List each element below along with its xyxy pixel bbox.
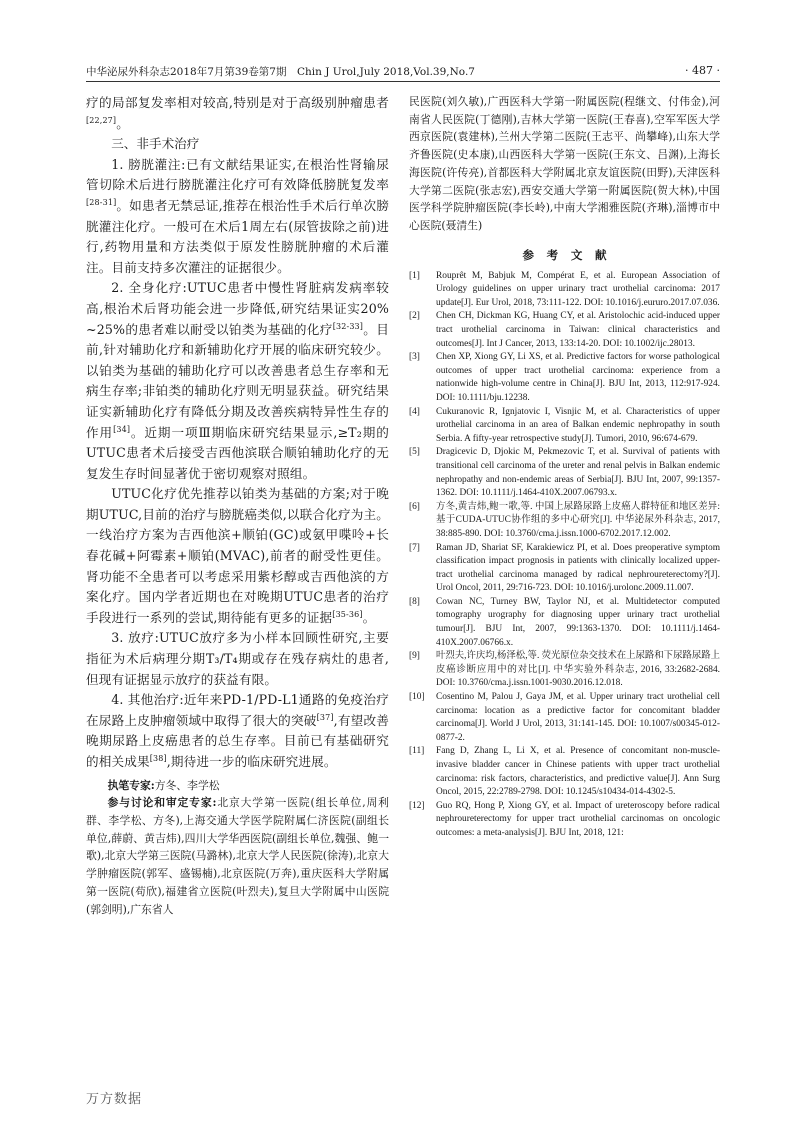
reference-text: Chen CH, Dickman KG, Huang CY, et al. Aristolochic acid-induced upper tract urothelial carcinoma in Taiwan: clinical characteristics and outcomes[J]. Int J Cancer, 2013, 133:14-20. DOI: 10.1002/ijc.28013. xyxy=(436,311,720,349)
paragraph: 4. 其他治疗:近年来PD-1/PD-L1通路的免疫治疗在尿路上皮肿瘤领域中取得了很大的突破[37],有望改善晚期尿路上皮癌患者的总生存率。目前已有基础研究的相关成果[38],期待进一步的临床研究进展。 xyxy=(86,692,389,769)
citation[interactable]: [34] xyxy=(113,424,131,434)
reference-text: Chen XP, Xiong GY, Li XS, et al. Predictive factors for worse pathological outcomes of upper tract urothelial carcinoma: experience from a nationwide high-volume centre in China[J]. BJU Int, 2013, 112:917-924. DOI: 10.1111/bju.12238. xyxy=(436,352,720,403)
reference-number: [5] xyxy=(409,447,420,458)
paragraph: 2. 全身化疗:UTUC患者中慢性肾脏病发病率较高,根治术后肾功能会进一步降低,研究结果证实20% ~25%的患者难以耐受以铂类为基础的化疗[32-33]。目前,针对辅助化疗和新辅助化疗开展的临床研究较少。以铂类为基础的辅助化疗可以改善患者总生存率和无病生存率;非铂类的辅助化疗则无明显获益。研究结果证实新辅助化疗有降低分期及改善疾病特异性生存的作用[34]。近期一项Ⅲ期临床研究结果显示,≥T₂期的UTUC患者术后接受吉西他滨联合顺铂辅助化疗的无复发生存时间显著优于密切观察对照组。 xyxy=(86,280,389,481)
reference-item xyxy=(409,270,720,311)
reference-item xyxy=(409,800,720,841)
citation[interactable]: [28-31] xyxy=(86,197,117,207)
reference-number: [9] xyxy=(409,651,420,662)
reference-item xyxy=(409,745,720,799)
reference-item xyxy=(409,406,720,447)
reference-number: [3] xyxy=(409,352,420,363)
section-heading: 三、非手术治疗 xyxy=(111,136,200,152)
reference-number: [12] xyxy=(409,800,425,811)
paragraph: UTUC化疗优先推荐以铂类为基础的方案;对于晚期UTUC,目前的治疗与膀胱癌类似,以联合化疗为主。一线治疗方案为吉西他滨+顺铂(GC)或氨甲喋呤+长春花碱+阿霉素+顺铂(MVAC),前者的耐受性更佳。肾功能不全患者可以考虑采用紫杉醇或吉西他滨的方案化疗。国内学者近期也在对晚期UTUC患者的治疗手段进行一系列的尝试,期待能有更多的证据[35-36]。 xyxy=(86,486,389,625)
reference-item xyxy=(409,446,720,500)
watermark-footer: 万方数据 xyxy=(86,1092,143,1107)
reference-number: [6] xyxy=(409,501,420,512)
paragraph: 3. 放疗:UTUC放疗多为小样本回顾性研究,主要指征为术后病理分期T₃/T₄期或存在残存病灶的患者,但现有证据显示放疗的获益有限。 xyxy=(86,630,389,687)
reference-item xyxy=(409,650,720,691)
reference-text: Raman JD, Shariat SF, Karakiewicz PI, et al. Does preoperative symptom classification impact prognosis in patients with clinically localized upper-tract urothelial carcinoma managed by radical nephroureterectomy?[J]. Urol Oncol, 2011, 29:716-723. DOI: 10.1016/j.urolonc.2009.11.007. xyxy=(436,542,720,594)
citation[interactable]: [22,27] xyxy=(86,115,117,125)
reference-list xyxy=(409,270,720,841)
page-number: · 487 · xyxy=(685,64,720,77)
reference-number: [1] xyxy=(409,270,420,281)
reference-item xyxy=(409,351,720,405)
reference-item xyxy=(409,501,720,542)
citation[interactable]: [38] xyxy=(149,753,167,763)
reference-text: Guo RQ, Hong P, Xiong GY, et al. Impact of ureteroscopy before radical nephroureterectomy for upper tract urothelial carcinomas on oncologic outcomes: a meta-analysis[J]. BJU Int, 2018, 121: xyxy=(436,800,720,838)
reference-text: Fang D, Zhang L, Li X, et al. Presence of concomitant non-muscle-invasive bladder cancer in Chinese patients with upper tract urothelial carcinoma: risk factors, characteristics, and predictive value[J]. Ann Surg Oncol, 2015, 22:2789-2798. DOI: 10.1245/s10434-014-4302-5. xyxy=(436,746,720,798)
citation[interactable]: [32-33] xyxy=(332,321,364,331)
running-header xyxy=(86,64,720,79)
reference-text: 方冬,黄吉炜,鲍一歌,等. 中国上尿路尿路上皮癌人群特征和地区差异:基于CUDA-UTUC协作组的多中心研究[J]. 中华泌尿外科杂志, 2017, 38:885-890. DOI: 10.3760/cma.j.issn.1000-6702.2017.12.002. xyxy=(436,501,720,539)
reference-number: [7] xyxy=(409,542,420,553)
reference-text: Cosentino M, Palou J, Gaya JM, et al. Upper urinary tract urothelial cell carcinoma: location as a predictive factor for concomitant bladder carcinoma[J]. World J Urol, 2013, 31:141-145. DOI: 10.1007/s00345-012-0877-2. xyxy=(436,692,720,743)
reference-item xyxy=(409,542,720,596)
journal-citation: 中华泌尿外科杂志2018年7月第39卷第7期 Chin J Urol,July 2018,Vol.39,No.7 xyxy=(86,66,475,78)
reference-number: [10] xyxy=(409,692,425,703)
paragraph: 疗的局部复发率相对较高,特别是对于高级别肿瘤患者[22,27]。 xyxy=(86,95,389,131)
references-heading: 参考文献 xyxy=(522,247,620,262)
review-panel-continued: 民医院(刘久敏),广西医科大学第一附属医院(程继文、付伟金),河南省人民医院(丁德刚),吉林大学第一医院(王春喜),空军军医大学西京医院(袁建林),兰州大学第二医院(王志平、尚攀峰),山东大学齐鲁医院(史本康),山西医科大学第一医院(王东文、吕渊),上海长海医院(许传亮),首都医科大学附属北京友谊医院(田野),天津医科大学第二医院(张志宏),西安交通大学第一附属医院(贺大林),中国医学科学院肿瘤医院(李长岭),中南大学湘雅医院(齐琳),淄博市中心医院(聂清生) xyxy=(409,95,720,232)
reference-number: [2] xyxy=(409,311,420,322)
reference-text: 叶烈夫,许庆均,杨泽松,等. 荧光原位杂交技术在上尿路和下尿路尿路上皮癌诊断应用中的对比[J]. 中华实验外科杂志, 2016, 33:2682-2684. DOI: 10.3760/cma.j.issn.1001-9030.2016.12.018. xyxy=(436,651,720,689)
reference-text: Cowan NC, Turney BW, Taylor NJ, et al. Multidetector computed tomography urography for diagnosing upper urinary tract urothelial tumour[J]. BJU Int, 2007, 99:1363-1370. DOI: 10.1111/j.1464-410X.2007.06766.x. xyxy=(436,596,720,648)
reference-text: Rouprêt M, Babjuk M, Compérat E, et al. European Association of Urology guidelines on upper urinary tract urothelial carcinoma: 2017 update[J]. Eur Urol, 2018, 73:111-122. DOI: 10.1016/j.eururo.2017.07.036. xyxy=(436,270,720,308)
reference-text: Dragicevic D, Djokic M, Pekmezovic T, et al. Survival of patients with transitional cell carcinoma of the ureter and renal pelvis in Balkan endemic nephropathy and non-endemic areas of Serbia[J]. BJU Int, 2007, 99:1357-1362. DOI: 10.1111/j.1464-410X.2007.06793.x. xyxy=(436,447,720,499)
citation[interactable]: [35-36] xyxy=(332,609,363,619)
reference-number: [8] xyxy=(409,596,420,607)
reference-item xyxy=(409,310,720,351)
reference-item xyxy=(409,691,720,745)
reference-item xyxy=(409,596,720,650)
paragraph: 1. 膀胱灌注:已有文献结果证实,在根治性肾输尿管切除术后进行膀胱灌注化疗可有效降低膀胱复发率[28-31]。如患者无禁忌证,推荐在根治性手术后行单次膀胱灌注化疗。一般可在术后1周左右(尿管拔除之前)进行,药物用量和方法类似于原发性膀胱肿瘤的术后灌注。目前支持多次灌注的证据很少。 xyxy=(86,156,389,275)
reference-text: Cukuranovic R, Ignjatovic I, Visnjic M, et al. Characteristics of upper urothelial carcinoma in an area of Balkan endemic nephropathy in south Serbia. A fifty-year retrospective study[J]. Tumori, 2010, 96:674-679. xyxy=(436,406,720,444)
reference-number: [4] xyxy=(409,406,420,417)
left-column xyxy=(86,93,389,1093)
review-panel: 参与讨论和审定专家:北京大学第一医院(组长单位,周利群、李学松、方冬),上海交通大学医学院附属仁济医院(副组长单位,薛蔚、黄吉炜),四川大学华西医院(副组长单位,魏强、鲍一歌),北京大学第三医院(马潞林),北京大学人民医院(徐涛),北京大学肿瘤医院(郭军、盛锡楠),北京医院(万奔),重庆医科大学附属第一医院(苟欣),福建省立医院(叶烈夫),复旦大学附属中山医院(郭剑明),广东省人 xyxy=(86,796,389,916)
citation[interactable]: [37] xyxy=(316,712,334,722)
header-rule xyxy=(86,81,720,82)
right-column xyxy=(409,93,720,1093)
writing-experts: 执笔专家:方冬、李学松 xyxy=(107,778,220,792)
reference-number: [11] xyxy=(409,746,425,757)
